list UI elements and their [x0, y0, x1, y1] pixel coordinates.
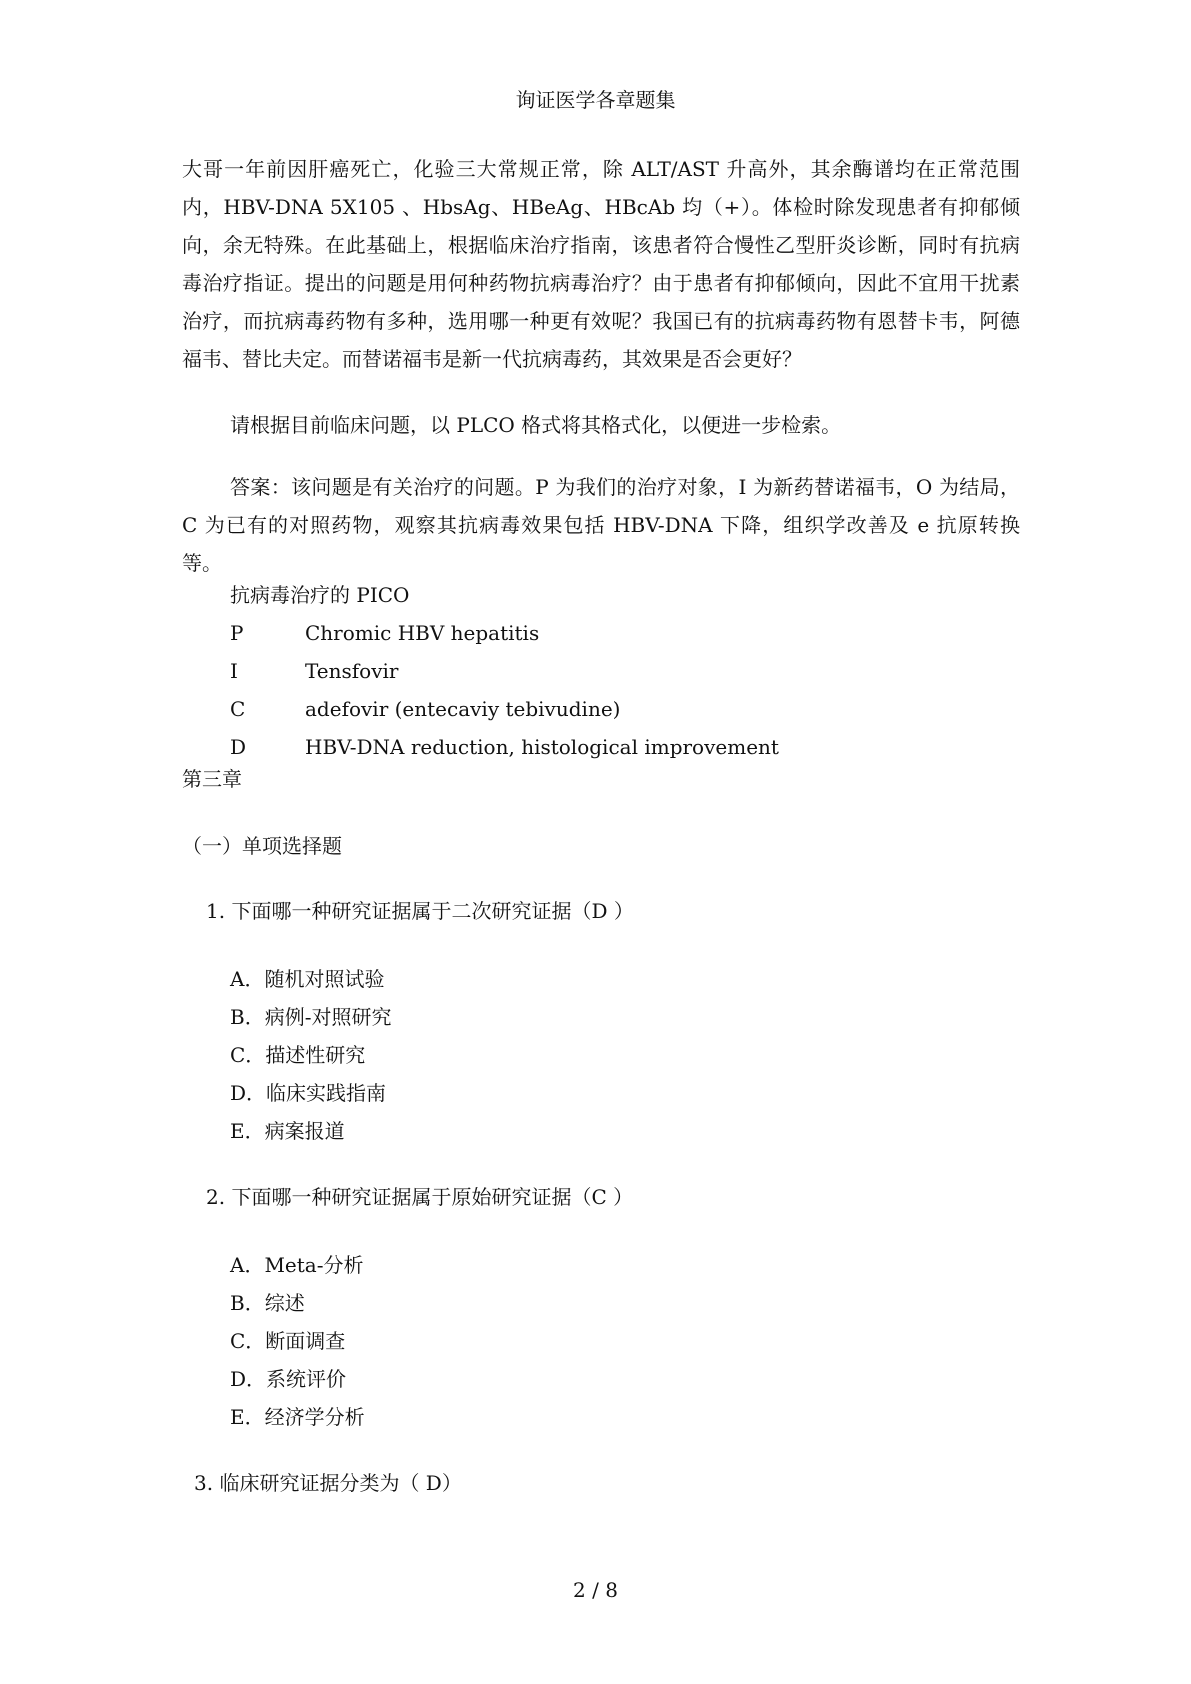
question-options: [230, 960, 391, 1150]
question-option: E．病案报道: [230, 1119, 345, 1143]
pico-letter: P: [230, 621, 244, 645]
question-stem: 3. 临床研究证据分类为（ D）: [194, 1471, 462, 1495]
pico-row: [230, 614, 990, 652]
section-heading: （一）单项选择题: [182, 834, 342, 858]
page-number: 2 / 8: [573, 1578, 618, 1602]
pico-letter: D: [230, 735, 247, 759]
chapter-heading: 第三章: [182, 767, 242, 791]
answer-paragraph: 答案：该问题是有关治疗的问题。P 为我们的治疗对象，I 为新药替诺福韦，O 为结局，C 为已有的对照药物，观察其抗病毒效果包括 HBV-DNA 下降，组织学改善及 e 抗原转换等。: [182, 475, 1020, 575]
pico-row: [230, 652, 990, 690]
question-option: C．断面调查: [230, 1329, 346, 1353]
instruction-paragraph: 请根据目前临床问题，以 PLCO 格式将其格式化，以便进一步检索。: [230, 413, 842, 437]
question-stem: 2. 下面哪一种研究证据属于原始研究证据（C ）: [206, 1185, 634, 1209]
question-options: [230, 1246, 365, 1436]
pico-title: 抗病毒治疗的 PICO: [230, 583, 410, 607]
question-stem: 1. 下面哪一种研究证据属于二次研究证据（D ）: [206, 899, 634, 923]
page-header-title: 询证医学各章题集: [515, 88, 676, 112]
pico-text: adefovir (entecaviy tebivudine): [305, 697, 621, 721]
question-option: A．随机对照试验: [230, 967, 385, 991]
question-option: D．系统评价: [230, 1367, 347, 1391]
pico-text: Chromic HBV hepatitis: [305, 621, 540, 645]
pico-letter: I: [230, 659, 238, 683]
pico-letter: C: [230, 697, 246, 721]
pico-row: [230, 690, 990, 728]
question-option: B．病例-对照研究: [230, 1005, 392, 1029]
question-option: E．经济学分析: [230, 1405, 365, 1429]
pico-row: [230, 728, 990, 766]
question-option: C．描述性研究: [230, 1043, 366, 1067]
question-option: B．综述: [230, 1291, 305, 1315]
pico-block: [230, 576, 990, 766]
pico-text: Tensfovir: [305, 659, 399, 683]
question-option: A．Meta-分析: [230, 1253, 364, 1277]
case-description-paragraph: 大哥一年前因肝癌死亡，化验三大常规正常，除 ALT/AST 升高外，其余酶谱均在正常范围内，HBV-DNA 5X105 、HbsAg、HBeAg、HBcAb 均（+）。体检时除发现患者有抑郁倾向，余无特殊。在此基础上，根据临床治疗指南，该患者符合慢性乙型肝炎诊断，同时有抗病毒治疗指证。提出的问题是用何种药物抗病毒治疗？由于患者有抑郁倾向，因此不宜用干扰素治疗，而抗病毒药物有多种，选用哪一种更有效呢？我国已有的抗病毒药物有恩替卡韦，阿德福韦、替比夫定。而替诺福韦是新一代抗病毒药，其效果是否会更好？: [182, 157, 1020, 371]
pico-text: HBV-DNA reduction, histological improvement: [305, 735, 779, 759]
question-option: D．临床实践指南: [230, 1081, 387, 1105]
